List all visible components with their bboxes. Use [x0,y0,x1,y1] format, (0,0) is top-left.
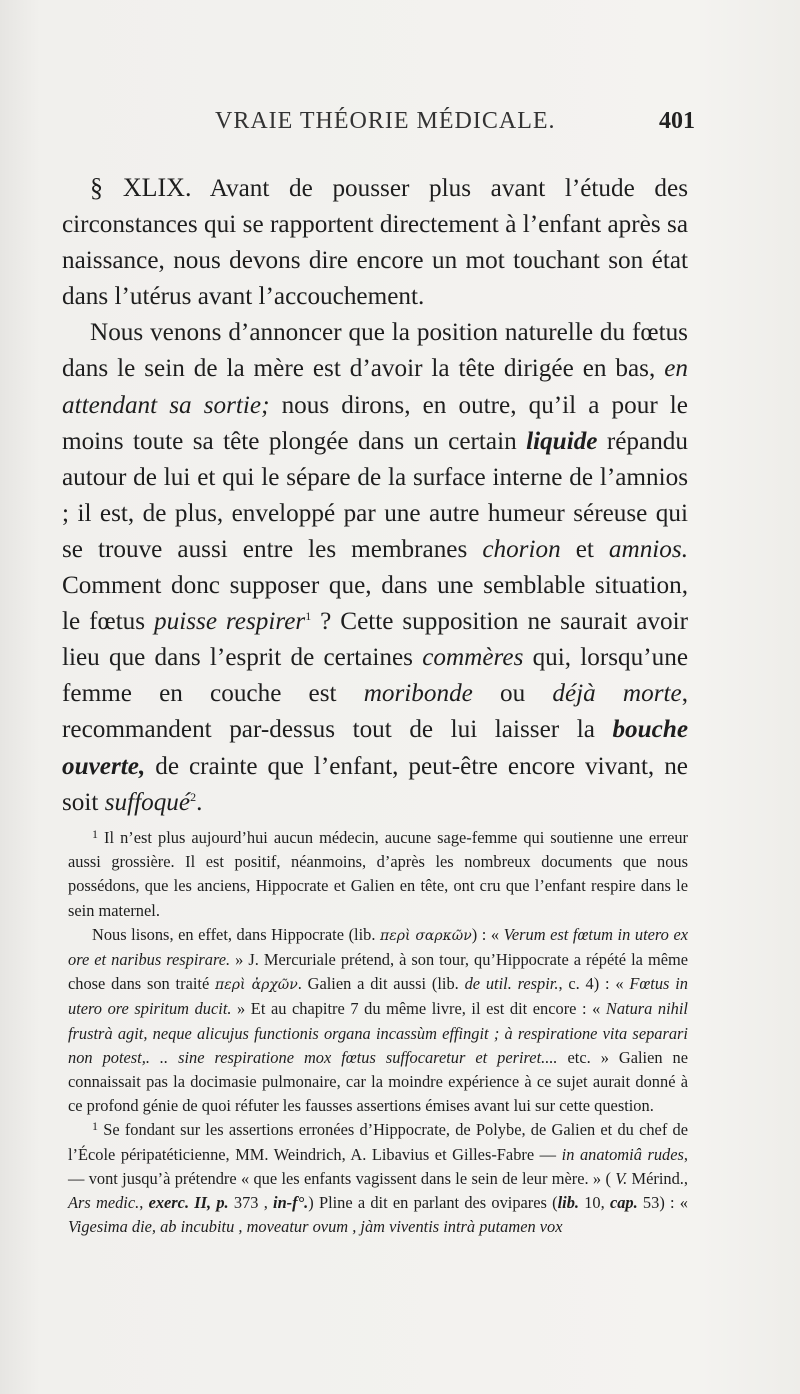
main-text [62,170,688,821]
text-run: , [139,1193,149,1213]
italic-run: V. [615,1168,628,1188]
text-run: . Galien a dit aussi (lib. [297,974,465,994]
text-run: 53) : « [637,1193,688,1213]
running-header [215,108,695,148]
italic-run: suffoqué [104,788,191,816]
text-run: Nous lisons, en effet, dans Hippocrate (lib. [92,924,381,944]
text-run: ? Cette supposition ne saurait avoir lieu que dans l’esprit de certaines [62,608,688,672]
footnote-mark: 1 [92,827,98,841]
page-number: 401 [659,108,695,134]
text-run: ) : « [471,924,504,944]
text-run: Mérind., [627,1168,689,1188]
greek-run: περὶ σαρκῶν [380,927,472,944]
italic-run: liquide [526,427,598,455]
italic-run: bouche ouverte, [62,716,688,780]
italic-run: exerc. II, p. [148,1193,229,1213]
text-run: nous dirons, en outre, qu’il a pour le moins toute sa tête plongée dans un certain [62,391,688,455]
italic-run: commères [422,644,524,672]
footnote-text: Il n’est plus aujourd’hui aucun médecin, aucune sage-femme qui soutienne une erreur aussi grossière. Il est positif, néanmoins, d’après les nombreux documents que nous possédons, que les anciens, Hippocrate et Galien en tête, ont cru que l’enfant respire dans le sein maternel. [68,828,688,920]
italic-run: de util. respir. [464,974,559,994]
italic-run: Natura nihil frustrà agit, neque alicujus functionis organa incassùm effingit ; à respiratione vita separari non potest,. .. sine respiratione mox fœtus suffocaretur et periret.... [68,999,688,1067]
italic-run: moribonde [363,680,473,708]
text-run: Comment donc supposer que, dans une semblable situation, le fœtus [62,572,688,636]
italic-run: cap. [609,1193,638,1213]
italic-run: lib. [557,1193,579,1213]
text-run: Se fondant sur les assertions erronées d’Hippocrate, de Polybe, de Galien et du chef de l’École péripatéticienne, MM. Weindrich, A. Libavius et Gilles-Fabre — [68,1120,688,1164]
text-run: etc. » Galien ne connaissait pas la docimasie pulmonaire, car la moindre expérience à ce sujet aurait donné à ce profond génie de quoi réfuter les fausses assertions émises avant lui sur cette question. [68,1047,689,1116]
italic-run: amnios. [608,535,688,563]
italic-run: puisse respirer [154,608,306,636]
italic-run: Verum est fœtum in utero ex ore et naribus respirare. [68,924,689,970]
text-run: 10, [579,1193,610,1213]
footnotes [68,826,688,1239]
italic-run: Vigesima die, ab incubitu , moveatur ovum , jàm viventis intrà putamen vox [68,1217,563,1237]
italic-run: in-f°. [273,1193,309,1213]
footnote-2 [68,1118,688,1239]
text-run: , c. 4) : « [558,974,630,994]
text-run: et [560,535,609,563]
paragraph-1 [62,170,688,315]
text-run: 373 , [228,1193,274,1213]
footnote-1-continued [68,923,688,1119]
text-run: , — vont jusqu’à prétendre « que les enfants vagissent dans le sein de leur mère. » ( [68,1144,688,1188]
text-run: Nous venons d’annoncer que la position naturelle du fœtus dans le sein de la mère est d’avoir la tête dirigée en bas, [62,319,688,383]
text-run: ) Pline a dit en parlant des ovipares ( [308,1193,558,1213]
text-run: de crainte que l’enfant, peut-être encore vivant, ne soit [62,752,688,816]
footnote-ref: 2 [190,789,197,804]
footnote-mark: 1 [92,1119,98,1134]
text-run: , recommandent par-dessus tout de lui laisser la [62,680,688,744]
italic-run: Fœtus in utero ore spiritum ducit. [68,974,688,1019]
italic-run: Ars medic. [68,1193,140,1213]
italic-run: chorion [482,535,561,563]
italic-run: in anatomiâ rudes [561,1144,684,1164]
text-run: ou [472,680,553,708]
text-run: » Et au chapitre 7 du même livre, il est dit encore : « [231,999,606,1019]
italic-run: en attendant sa sortie; [62,355,688,419]
italic-run: déjà morte [552,680,682,708]
text-run: répandu autour de lui et qui le sépare de la surface interne de l’amnios ; il est, de plus, enveloppé par une autre humeur séreuse qui se trouve aussi entre les membranes [62,427,688,563]
running-title: VRAIE THÉORIE MÉDICALE. [215,108,556,134]
text-run: qui, lorsqu’une femme en couche est [62,644,688,708]
footnote-1 [68,826,688,923]
greek-run: περὶ ἀρχῶν [215,977,298,994]
text-run: . [196,788,203,816]
text-run: » J. Mercuriale prétend, à son tour, qu’Hippocrate a répété la même chose dans son traité [68,950,689,994]
paragraph-2 [62,315,688,820]
section-number: § XLIX. [90,173,192,202]
footnote-ref: 1 [305,609,312,624]
paragraph-1-text: Avant de pousser plus avant l’étude des circonstances qui se rapportent directement à l’enfant après sa naissance, nous devons dire encore un mot touchant son état dans l’utérus avant l’accouchement. [62,175,689,311]
